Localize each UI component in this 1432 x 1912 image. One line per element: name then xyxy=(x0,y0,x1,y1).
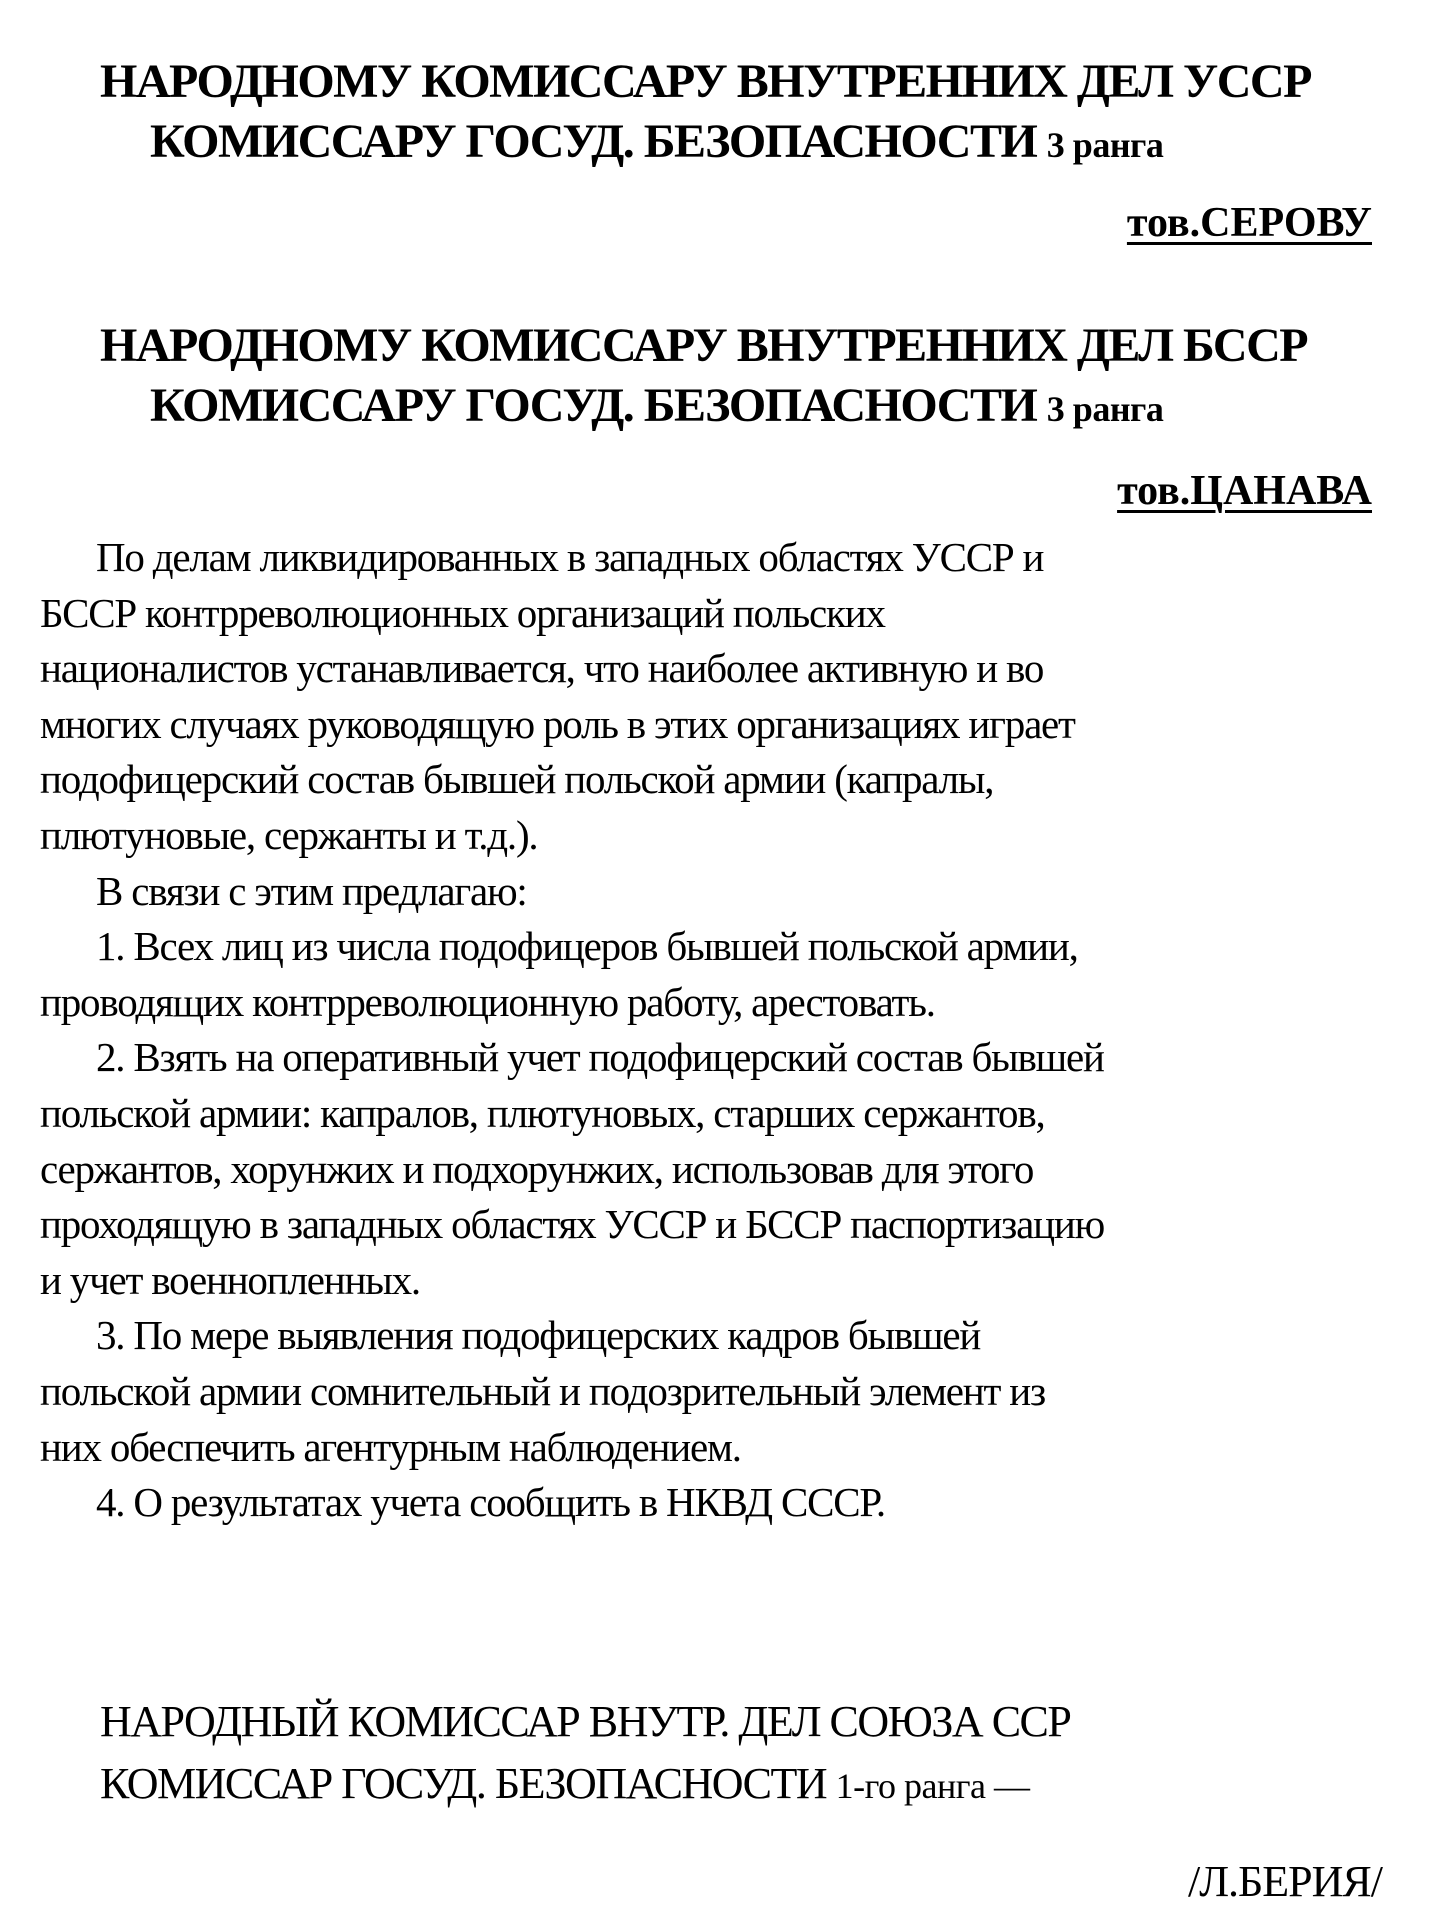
header-bssr-rank: 3 ранга xyxy=(1046,389,1164,429)
body-paragraph: В связи с этим предлагаю: xyxy=(96,867,527,914)
addressee-serov: тов.СЕРОВУ xyxy=(1126,200,1372,246)
header-ussr-line2 xyxy=(150,115,1164,168)
signature-rank: 1-го ранга — xyxy=(835,1766,1030,1806)
body-paragraph: По делам ликвидированных в западных областях УССР и БССР контрреволюционных организаций польских националистов устанавливается, что наиболее активную и во многих случаях руководящую роль в этих организациях играет подофицерский состав бывшей польской армии (капралы, плютуновые, сержанты и т.д.). xyxy=(40,534,1075,858)
body-paragraph: 2. Взять на оперативный учет подофицерский состав бывшей польской армии: капралов, плютуновых, старших сержантов, сержантов, хорунжих и подхорунжих, использовав для этого проходящую в западных областях УССР и БССР паспортизацию и учет военнопленных. xyxy=(40,1034,1105,1303)
header-ussr-title: КОМИССАРУ ГОСУД. БЕЗОПАСНОСТИ xyxy=(150,115,1037,168)
body-paragraph: 4. О результатах учета сообщить в НКВД СССР. xyxy=(96,1479,885,1526)
signature-title: КОМИССАР ГОСУД. БЕЗОПАСНОСТИ xyxy=(100,1759,827,1808)
header-bssr-line1: НАРОДНОМУ КОМИССАРУ ВНУТРЕННИХ ДЕЛ БССР xyxy=(100,319,1308,372)
header-bssr-line2 xyxy=(150,379,1164,432)
signature-title-line2 xyxy=(100,1759,1030,1808)
signature-title-line1: НАРОДНЫЙ КОМИССАР ВНУТР. ДЕЛ СОЮЗА ССР xyxy=(100,1697,1071,1746)
header-bssr-title: КОМИССАРУ ГОСУД. БЕЗОПАСНОСТИ xyxy=(150,379,1037,432)
document-body xyxy=(40,530,1385,1531)
body-paragraph: 1. Всех лиц из числа подофицеров бывшей польской армии, проводящих контрреволюционную работу, арестовать. xyxy=(40,923,1078,1025)
addressee-tsanava: тов.ЦАНАВА xyxy=(1117,468,1372,514)
body-paragraph: 3. По мере выявления подофицерских кадров бывшей польской армии сомнительный и подозрительный элемент из них обеспечить агентурным наблюдением. xyxy=(40,1312,1045,1470)
header-ussr-line1: НАРОДНОМУ КОМИССАРУ ВНУТРЕННИХ ДЕЛ УССР xyxy=(100,55,1311,108)
signature-name: /Л.БЕРИЯ/ xyxy=(1187,1857,1382,1906)
header-ussr-rank: 3 ранга xyxy=(1046,125,1164,165)
